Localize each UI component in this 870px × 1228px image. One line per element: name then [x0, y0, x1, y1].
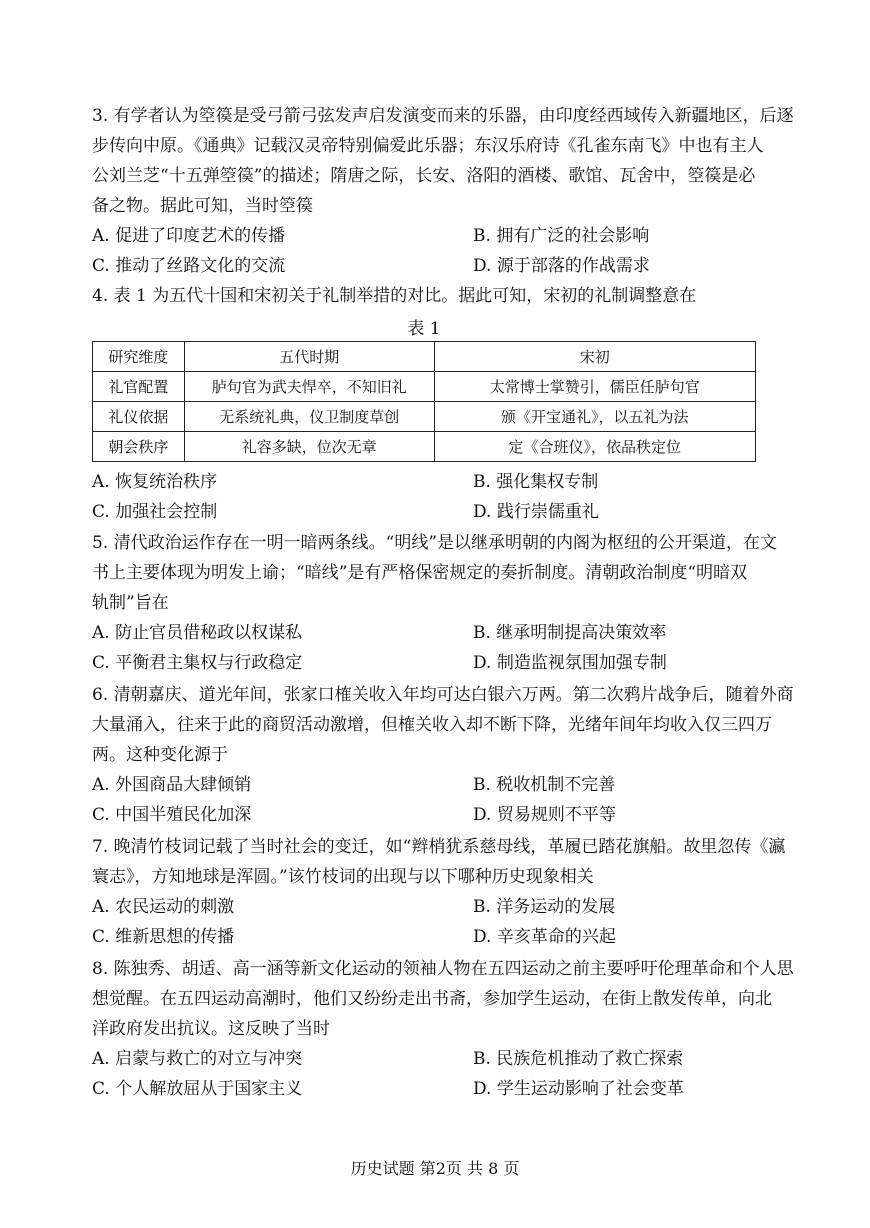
question-3: [92, 101, 808, 281]
option-b: B. 洋务运动的发展: [473, 897, 616, 917]
table-cell: 定《合班仪》，依品秩定位: [434, 432, 755, 462]
option-b: B. 税收机制不完善: [473, 775, 616, 795]
option-a: A. 促进了印度艺术的传播: [92, 226, 286, 246]
table-caption: 表 1: [407, 319, 441, 339]
table-header-cell: 五代时期: [184, 342, 434, 372]
question-stem-line: 寰志》，方知地球是浑圆。”该竹枝词的出现与以下哪种历史现象相关: [92, 867, 594, 887]
table-header-cell: 宋初: [434, 342, 755, 372]
options: [92, 892, 808, 952]
options: [92, 618, 808, 678]
option-b: B. 强化集权专制: [473, 472, 599, 492]
options: [92, 1044, 808, 1104]
option-d: D. 制造监视氛围加强专制: [473, 653, 667, 673]
question-stem-line: 两。这种变化源于: [92, 745, 228, 765]
table-cell: 颁《开宝通礼》，以五礼为法: [434, 402, 755, 432]
question-stem-line: 备之物。据此可知，当时箜篌: [92, 196, 313, 216]
option-b: B. 继承明制提高决策效率: [473, 623, 667, 643]
table-cell: 胪句官为武夫悍卒，不知旧礼: [184, 372, 434, 402]
table-cell: 礼官配置: [93, 372, 185, 402]
option-d: D. 辛亥革命的兴起: [473, 927, 616, 947]
table-cell: 无系统礼典，仪卫制度草创: [184, 402, 434, 432]
question-stem-line: 7. 晚清竹枝词记载了当时社会的变迁，如“辫梢犹系慈母线，革履已踏花旗船。故里忽传《瀛: [92, 837, 786, 857]
question-stem-line: 6. 清朝嘉庆、道光年间，张家口榷关收入年均可达白银六万两。第二次鸦片战争后，随着外商: [92, 685, 794, 705]
option-a: A. 启蒙与救亡的对立与冲突: [92, 1049, 303, 1069]
table-header-row: [93, 342, 756, 372]
option-c: C. 加强社会控制: [92, 502, 218, 522]
option-d: D. 源于部落的作战需求: [473, 256, 650, 276]
table-header-cell: 研究维度: [93, 342, 185, 372]
question-stem-line: 想觉醒。在五四运动高潮时，他们又纷纷走出书斋，参加学生运动，在街上散发传单，向北: [92, 989, 772, 1009]
comparison-table: [92, 341, 756, 462]
options: [92, 467, 808, 527]
question-stem-line: 3. 有学者认为箜篌是受弓箭弓弦发声启发演变而来的乐器，由印度经西域传入新疆地区，后逐: [92, 106, 794, 126]
option-a: A. 恢复统治秩序: [92, 472, 218, 492]
question-stem-line: 大量涌入，往来于此的商贸活动激增，但榷关收入却不断下降，光绪年间年均收入仅三四万: [92, 715, 772, 735]
option-d: D. 践行崇儒重礼: [473, 502, 599, 522]
question-8: [92, 954, 808, 1104]
page-footer: 历史试题 第2页 共 8 页: [350, 1159, 520, 1178]
option-b: B. 拥有广泛的社会影响: [473, 226, 650, 246]
option-c: C. 中国半殖民化加深: [92, 805, 252, 825]
table-cell: 朝会秩序: [93, 432, 185, 462]
table-cell: 太常博士掌赞引，儒臣任胪句官: [434, 372, 755, 402]
question-7: [92, 832, 808, 952]
table-row: [93, 372, 756, 402]
table-row: [93, 432, 756, 462]
question-stem-line: 步传向中原。《通典》记载汉灵帝特别偏爱此乐器；东汉乐府诗《孔雀东南飞》中也有主人: [92, 136, 764, 156]
question-4: [92, 281, 808, 311]
option-a: A. 外国商品大肆倾销: [92, 775, 252, 795]
question-stem-line: 洋政府发出抗议。这反映了当时: [92, 1019, 330, 1039]
table-cell: 礼仪依据: [93, 402, 185, 432]
options: [92, 221, 808, 281]
option-b: B. 民族危机推动了救亡探索: [473, 1049, 684, 1069]
question-stem-line: 4. 表 1 为五代十国和宋初关于礼制举措的对比。据此可知，宋初的礼制调整意在: [92, 286, 697, 306]
options: [92, 770, 808, 830]
option-a: A. 农民运动的刺激: [92, 897, 235, 917]
option-c: C. 维新思想的传播: [92, 927, 235, 947]
option-c: C. 推动了丝路文化的交流: [92, 256, 286, 276]
option-c: C. 个人解放屈从于国家主义: [92, 1079, 303, 1099]
option-d: D. 贸易规则不平等: [473, 805, 616, 825]
option-a: A. 防止官员借秘政以权谋私: [92, 623, 303, 643]
option-d: D. 学生运动影响了社会变革: [473, 1079, 684, 1099]
question-stem-line: 轨制”旨在: [92, 593, 169, 613]
table-cell: 礼容多缺，位次无章: [184, 432, 434, 462]
question-stem-line: 5. 清代政治运作存在一明一暗两条线。“明线”是以继承明朝的内阁为枢纽的公开渠道，在文: [92, 533, 778, 553]
question-5: [92, 528, 808, 678]
question-4-options: [92, 467, 808, 527]
question-stem-line: 公刘兰芝“十五弹箜篌”的描述；隋唐之际，长安、洛阳的酒楼、歌馆、瓦舍中，箜篌是必: [92, 166, 756, 186]
question-stem-line: 8. 陈独秀、胡适、高一涵等新文化运动的领袖人物在五四运动之前主要呼吁伦理革命和个人思: [92, 959, 794, 979]
question-stem-line: 书上主要体现为明发上谕；“暗线”是有严格保密规定的奏折制度。清朝政治制度“明暗双: [92, 563, 748, 583]
question-6: [92, 680, 808, 830]
table-row: [93, 402, 756, 432]
option-c: C. 平衡君主集权与行政稳定: [92, 653, 303, 673]
